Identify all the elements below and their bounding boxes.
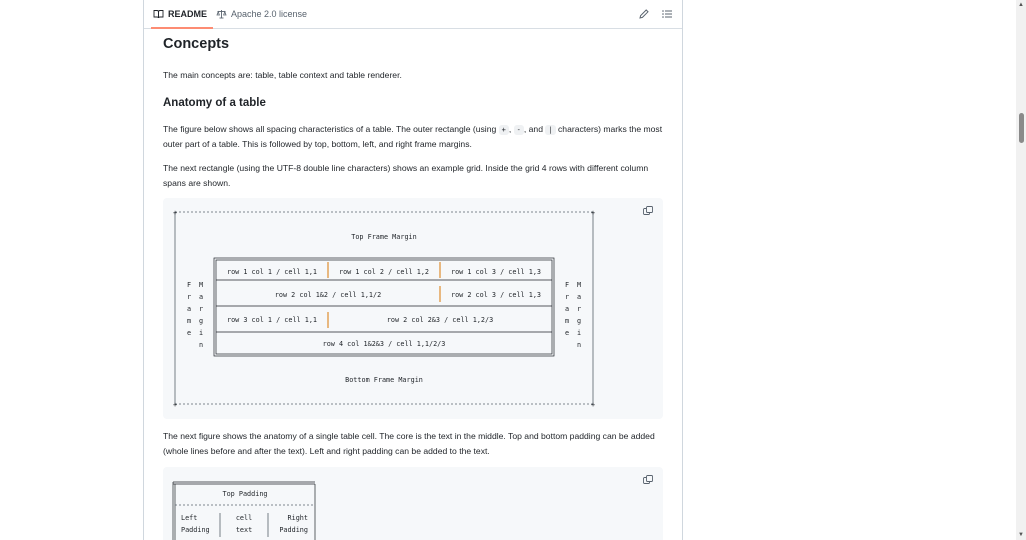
svg-text:i: i bbox=[577, 329, 582, 337]
svg-text:e: e bbox=[565, 329, 570, 337]
svg-text:r: r bbox=[565, 293, 570, 301]
left-padding-label1: Left bbox=[181, 514, 198, 522]
svg-text:F: F bbox=[565, 281, 570, 289]
cell-anatomy-diagram bbox=[163, 467, 663, 540]
tab-license-label: Apache 2.0 license bbox=[231, 9, 308, 19]
anatomy-sep2: , and bbox=[523, 124, 546, 134]
cell-anatomy-paragraph: The next figure shows the anatomy of a single table cell. The core is the text in the middle. Top and bottom padding can be added (whole lines before and after the text). Left and right padding can be added to the text. bbox=[163, 431, 655, 456]
svg-text:n: n bbox=[199, 341, 204, 349]
left-frame-label bbox=[187, 281, 191, 337]
plus-char-code: + bbox=[499, 125, 509, 135]
tab-readme[interactable] bbox=[153, 0, 207, 28]
left-margin-label bbox=[199, 281, 203, 349]
right-padding-label2: Padding bbox=[279, 526, 308, 534]
anatomy-paragraph bbox=[163, 122, 663, 151]
svg-text:r: r bbox=[199, 305, 204, 313]
cell-r2c3: row 2 col 3 / cell 1,3 bbox=[450, 291, 542, 299]
svg-text:m: m bbox=[187, 317, 192, 325]
cell-anatomy-figure[interactable] bbox=[163, 467, 663, 540]
section-heading-anatomy: Anatomy of a table bbox=[163, 97, 266, 109]
svg-text:g: g bbox=[199, 317, 204, 325]
svg-text:e: e bbox=[187, 329, 192, 337]
list-icon[interactable] bbox=[661, 8, 673, 20]
svg-text:n: n bbox=[577, 341, 582, 349]
scrollbar-thumb[interactable] bbox=[1019, 113, 1024, 143]
outer-corner-bl: + bbox=[173, 401, 178, 409]
outer-corner-br: + bbox=[591, 401, 596, 409]
svg-text:r: r bbox=[577, 305, 582, 313]
scroll-down-arrow-icon[interactable]: ▼ bbox=[1018, 532, 1024, 538]
svg-text:g: g bbox=[577, 317, 582, 325]
right-padding-label1: Right bbox=[287, 514, 308, 522]
right-frame-label bbox=[565, 281, 569, 337]
book-icon bbox=[153, 9, 164, 19]
scroll-up-arrow-icon[interactable]: ▲ bbox=[1018, 2, 1024, 8]
copy-icon[interactable] bbox=[642, 205, 654, 217]
outer-corner-tl: + bbox=[173, 209, 178, 217]
cell-r1c1: row 1 col 1 / cell 1,1 bbox=[226, 268, 318, 276]
anatomy-text-after: characters) marks the most outer part of a table. This is followed by top, bottom, left, and right frame margins. bbox=[163, 124, 663, 149]
tab-license[interactable] bbox=[216, 0, 307, 28]
tab-readme-label: README bbox=[168, 9, 208, 19]
copy-icon[interactable] bbox=[642, 474, 654, 486]
law-icon bbox=[216, 9, 227, 19]
outer-corner-tr: + bbox=[591, 209, 596, 217]
section-heading-concepts: Concepts bbox=[163, 36, 230, 52]
svg-text:a: a bbox=[565, 305, 570, 313]
pipe-char-code: | bbox=[545, 125, 555, 135]
cell-r1c3: row 1 col 3 / cell 1,3 bbox=[450, 268, 542, 276]
right-margin-label bbox=[577, 281, 581, 349]
page-scrollbar[interactable] bbox=[1016, 0, 1026, 540]
active-tab-indicator bbox=[151, 27, 213, 29]
table-anatomy-diagram bbox=[163, 198, 663, 419]
cell-r3c1: row 3 col 1 / cell 1,1 bbox=[226, 316, 318, 324]
svg-text:F: F bbox=[187, 281, 192, 289]
anatomy-text-before: The figure below shows all spacing characteristics of a table. The outer rectangle (using bbox=[163, 124, 499, 134]
dash-char-code: - bbox=[514, 125, 524, 135]
left-padding-label2: Padding bbox=[181, 526, 210, 534]
cell-r1c2: row 1 col 2 / cell 1,2 bbox=[338, 268, 430, 276]
svg-text:a: a bbox=[187, 305, 192, 313]
cell-r4: row 4 col 1&2&3 / cell 1,1/2/3 bbox=[322, 340, 446, 348]
grid-paragraph: The next rectangle (using the UTF-8 double line characters) shows an example grid. Inside the grid 4 rows with different column spans are shown. bbox=[163, 163, 649, 188]
svg-text:a: a bbox=[577, 293, 582, 301]
table-anatomy-figure[interactable] bbox=[163, 198, 663, 419]
cell-text-label2: text bbox=[235, 526, 253, 534]
top-frame-margin-label: Top Frame Margin bbox=[351, 233, 417, 241]
anatomy-sep1: , bbox=[508, 124, 514, 134]
top-padding-label: Top Padding bbox=[222, 490, 268, 498]
pencil-icon[interactable] bbox=[638, 8, 650, 20]
readme-panel bbox=[143, 0, 683, 540]
cell-r3c23: row 2 col 2&3 / cell 1,2/3 bbox=[386, 316, 494, 324]
svg-text:M: M bbox=[199, 281, 204, 289]
svg-text:i: i bbox=[199, 329, 204, 337]
cell-r2c12: row 2 col 1&2 / cell 1,1/2 bbox=[274, 291, 382, 299]
cell-text-label1: cell bbox=[235, 514, 253, 522]
svg-text:r: r bbox=[187, 293, 192, 301]
svg-text:m: m bbox=[565, 317, 570, 325]
svg-text:M: M bbox=[577, 281, 582, 289]
intro-paragraph: The main concepts are: table, table context and table renderer. bbox=[163, 70, 402, 80]
readme-tabbar bbox=[144, 0, 682, 29]
bottom-frame-margin-label: Bottom Frame Margin bbox=[345, 376, 423, 384]
svg-text:a: a bbox=[199, 293, 204, 301]
